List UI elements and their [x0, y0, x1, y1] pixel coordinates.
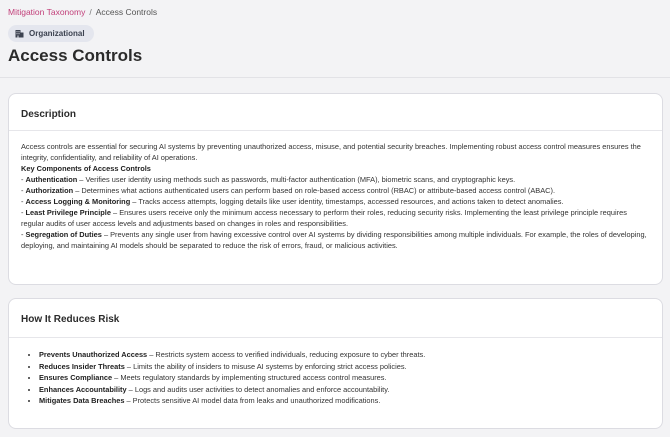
description-intro: Access controls are essential for securing AI systems by preventing unauthorized access, misuse, and potential security breaches. Implementing robust access control measures ensures the integrity, confidentiality, and reliability of AI operations.: [21, 142, 641, 162]
component-text: Prevents any single user from having excessive control over AI systems by dividing responsibilities among multiple individuals. For example, the roles of developing, deploying, and maintaining AI models should be separated to reduce the risk of errors, fraud, or malicious activities.: [21, 230, 647, 250]
component-name: Authorization: [25, 186, 74, 195]
component-name: Authentication: [25, 175, 78, 184]
breadcrumb: [8, 7, 157, 17]
building-icon: [15, 29, 24, 38]
component-name: Segregation of Duties: [25, 230, 102, 239]
component-name: Access Logging & Monitoring: [25, 197, 131, 206]
list-item: • Enhances Accountability – Logs and audits user activities to detect anomalies and enforce accountability.: [39, 384, 425, 396]
breadcrumb-separator: /: [89, 7, 92, 17]
risk-item-name: Enhances Accountability: [39, 384, 127, 394]
risk-item-text: Restricts system access to verified individuals, reducing exposure to cyber threats.: [155, 350, 426, 359]
breadcrumb-current: Access Controls: [95, 7, 158, 17]
component-text: Ensures users receive only the minimum access necessary to perform their roles, reducing security risks. Implementing the least privilege principle requires regular audits of user access levels and adjustments based on changes in roles and responsibilities.: [21, 208, 627, 228]
risk-item-text: Logs and audits user activities to detect anomalies and enforce accountability.: [134, 384, 390, 394]
description-card: [8, 93, 663, 285]
component-item: - Authentication – Verifies user identity using methods such as passwords, multi-factor authentication (MFA), biometric scans, and cryptographic keys.: [21, 175, 516, 184]
description-divider: [9, 130, 662, 131]
list-item: • Reduces Insider Threats – Limits the ability of insiders to misuse AI systems by enforcing strict access policies.: [39, 361, 425, 373]
page-title: Access Controls: [8, 46, 143, 65]
list-item: • Prevents Unauthorized Access – Restricts system access to verified individuals, reducing exposure to cyber threats.: [39, 349, 425, 361]
risk-item-text: Protects sensitive AI model data from leaks and unauthorized modifications.: [132, 396, 381, 406]
component-text: Determines what actions authenticated users can perform based on role-based access control (RBAC) or attribute-based access control (ABAC).: [81, 186, 555, 195]
component-text: Verifies user identity using methods such as passwords, multi-factor authentication (MFA), biometric scans, and cryptographic keys.: [85, 175, 516, 184]
description-body: [21, 141, 651, 251]
risk-item-name: Prevents Unauthorized Access: [39, 350, 148, 359]
risk-card: [8, 298, 663, 429]
title-divider: [0, 77, 670, 78]
component-item: - Access Logging & Monitoring – Tracks access attempts, logging details like user identity, timestamps, accessed resources, and actions taken to detect anomalies.: [21, 197, 564, 206]
component-item: - Authorization – Determines what actions authenticated users can perform based on role-based access control (RBAC) or attribute-based access control (ABAC).: [21, 186, 555, 195]
component-name: Least Privilege Principle: [25, 208, 111, 217]
risk-divider: [9, 337, 662, 338]
components-heading: Key Components of Access Controls: [21, 164, 151, 173]
risk-item-text: Limits the ability of insiders to misuse AI systems by enforcing strict access policies.: [133, 361, 407, 371]
risk-item-name: Ensures Compliance: [39, 373, 113, 383]
risk-list: [25, 349, 425, 407]
component-item: - Segregation of Duties – Prevents any single user from having excessive control over AI systems by dividing responsibilities among multiple individuals. For example, the roles of developing, deploying, and maintaining AI models should be separated to reduce the risk of errors, fraud, or malicious activities.: [21, 230, 647, 250]
risk-item-name: Reduces Insider Threats: [39, 361, 125, 371]
component-text: Tracks access attempts, logging details like user identity, timestamps, accessed resources, and actions taken to detect anomalies.: [138, 197, 564, 206]
risk-item-name: Mitigates Data Breaches: [39, 396, 125, 406]
component-item: - Least Privilege Principle – Ensures users receive only the minimum access necessary to perform their roles, reducing security risks. Implementing the least privilege principle requires regular audits of user access levels and adjustments based on changes in roles and responsibilities.: [21, 208, 627, 228]
category-badge: [8, 25, 94, 42]
list-item: • Mitigates Data Breaches – Protects sensitive AI model data from leaks and unauthorized modifications.: [39, 395, 425, 407]
description-heading: Description: [21, 109, 77, 120]
list-item: • Ensures Compliance – Meets regulatory standards by implementing structured access control measures.: [39, 372, 425, 384]
risk-item-text: Meets regulatory standards by implementing structured access control measures.: [120, 373, 387, 383]
risk-heading: How It Reduces Risk: [21, 314, 120, 325]
badge-label: Organizational: [29, 29, 85, 38]
breadcrumb-parent-link[interactable]: Mitigation Taxonomy: [8, 7, 86, 17]
